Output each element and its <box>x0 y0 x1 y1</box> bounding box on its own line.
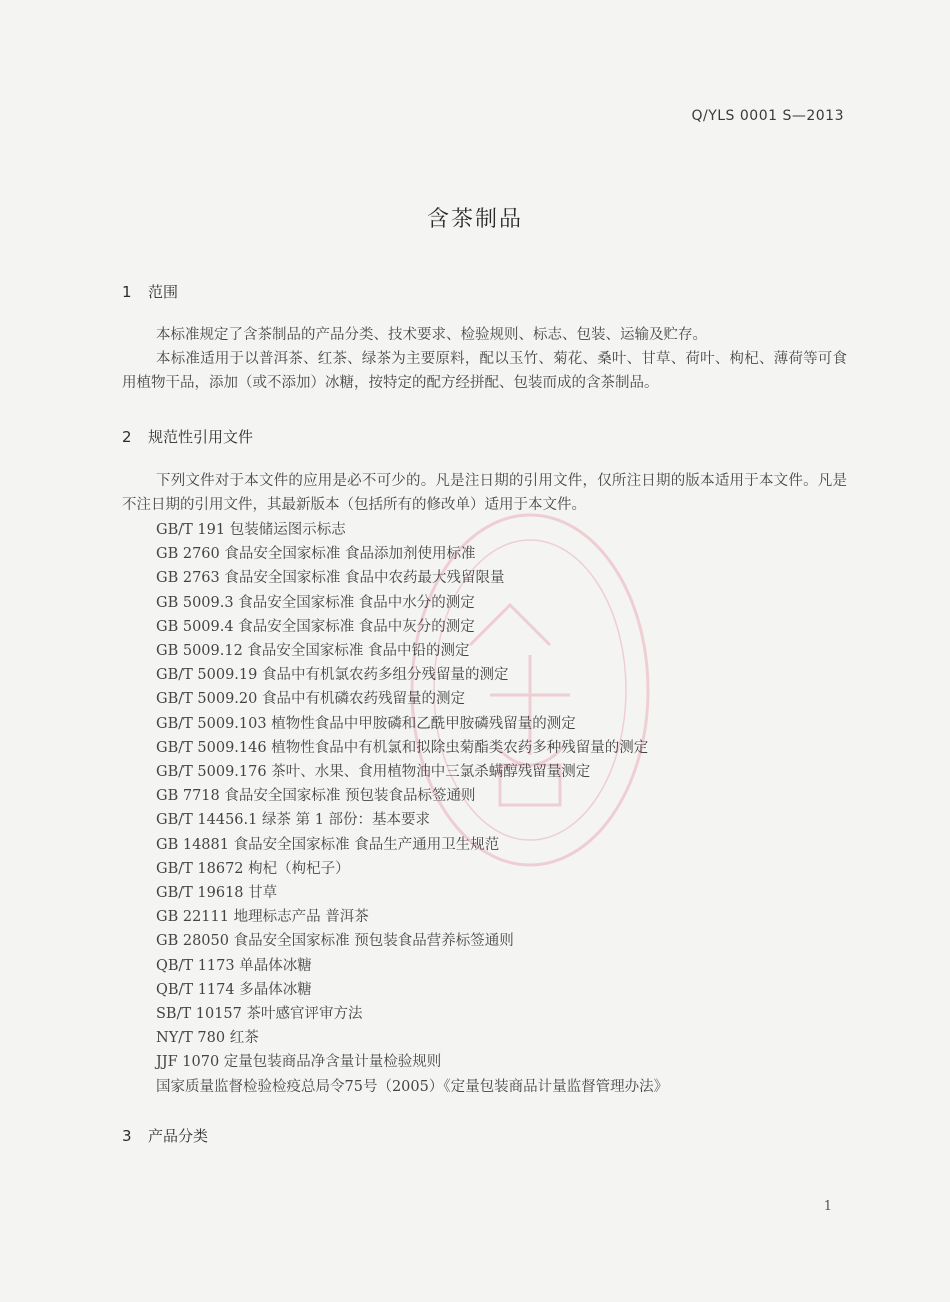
standard-code: Q/YLS 0001 S—2013 <box>691 108 844 124</box>
reference-item: GB 5009.4 食品安全国家标准 食品中灰分的测定 <box>156 618 475 635</box>
reference-item: GB 28050 食品安全国家标准 预包装食品营养标签通则 <box>156 933 514 950</box>
section-title: 产品分类 <box>148 1127 209 1145</box>
reference-item: GB 22111 地理标志产品 普洱茶 <box>156 909 369 926</box>
section-heading-normative <box>122 426 253 447</box>
page-number: 1 <box>823 1199 832 1214</box>
document-title: 含茶制品 <box>426 207 523 232</box>
reference-item: JJF 1070 定量包装商品净含量计量检验规则 <box>156 1054 442 1071</box>
scope-paragraph-1: 本标准规定了含茶制品的产品分类、技术要求、检验规则、标志、包装、运输及贮存。 <box>156 327 707 343</box>
reference-item: QB/T 1174 多晶体冰糖 <box>156 981 312 998</box>
reference-item: GB/T 5009.103 植物性食品中甲胺磷和乙酰甲胺磷残留量的测定 <box>156 715 576 732</box>
section-title: 规范性引用文件 <box>148 428 254 446</box>
reference-item: GB/T 19618 甘草 <box>156 885 278 902</box>
reference-item: GB/T 5009.146 植物性食品中有机氯和拟除虫菊酯类农药多种残留量的测定 <box>156 739 649 756</box>
section-heading-scope <box>122 281 178 302</box>
reference-item: 国家质量监督检验检疫总局令75号（2005）《定量包装商品计量监督管理办法》 <box>156 1078 669 1095</box>
reference-item: GB/T 14456.1 绿茶 第 1 部份：基本要求 <box>156 812 431 829</box>
reference-item: GB 5009.12 食品安全国家标准 食品中铅的测定 <box>156 643 470 660</box>
reference-item: GB 2763 食品安全国家标准 食品中农药最大残留限量 <box>156 570 505 587</box>
reference-item: GB 14881 食品安全国家标准 食品生产通用卫生规范 <box>156 836 500 853</box>
section-title: 范围 <box>148 283 179 301</box>
section-number: 2 <box>122 428 132 446</box>
reference-item: GB/T 191 包装储运图示标志 <box>156 522 346 538</box>
reference-item: NY/T 780 红茶 <box>156 1030 259 1047</box>
reference-item: GB/T 5009.19 食品中有机氯农药多组分残留量的测定 <box>156 667 509 684</box>
reference-item: QB/T 1173 单晶体冰糖 <box>156 957 312 974</box>
reference-item: GB/T 18672 枸杞（枸杞子） <box>156 860 350 877</box>
section-heading-classification <box>122 1125 208 1146</box>
reference-list <box>156 518 668 1099</box>
section-number: 3 <box>122 1127 132 1145</box>
scope-paragraph-2: 本标准适用于以普洱茶、红茶、绿茶为主要原料，配以玉竹、菊花、桑叶、甘草、荷叶、枸杞、薄荷等可食用植物干品，添加（或不添加）冰糖，按特定的配方经拼配、包装而成的含茶制品。 <box>122 351 847 391</box>
reference-item: GB 2760 食品安全国家标准 食品添加剂使用标准 <box>156 546 476 563</box>
section-number: 1 <box>122 283 132 301</box>
reference-item: GB/T 5009.20 食品中有机磷农药残留量的测定 <box>156 691 465 708</box>
reference-item: GB 7718 食品安全国家标准 预包装食品标签通则 <box>156 788 476 805</box>
reference-item: GB/T 5009.176 茶叶、水果、食用植物油中三氯杀螨醇残留量测定 <box>156 764 591 781</box>
reference-item: SB/T 10157 茶叶感官评审方法 <box>156 1006 363 1023</box>
reference-item: GB 5009.3 食品安全国家标准 食品中水分的测定 <box>156 594 475 611</box>
normative-intro: 下列文件对于本文件的应用是必不可少的。凡是注日期的引用文件，仅所注日期的版本适用于本文件。凡是不注日期的引用文件，其最新版本（包括所有的修改单）适用于本文件。 <box>122 473 847 513</box>
